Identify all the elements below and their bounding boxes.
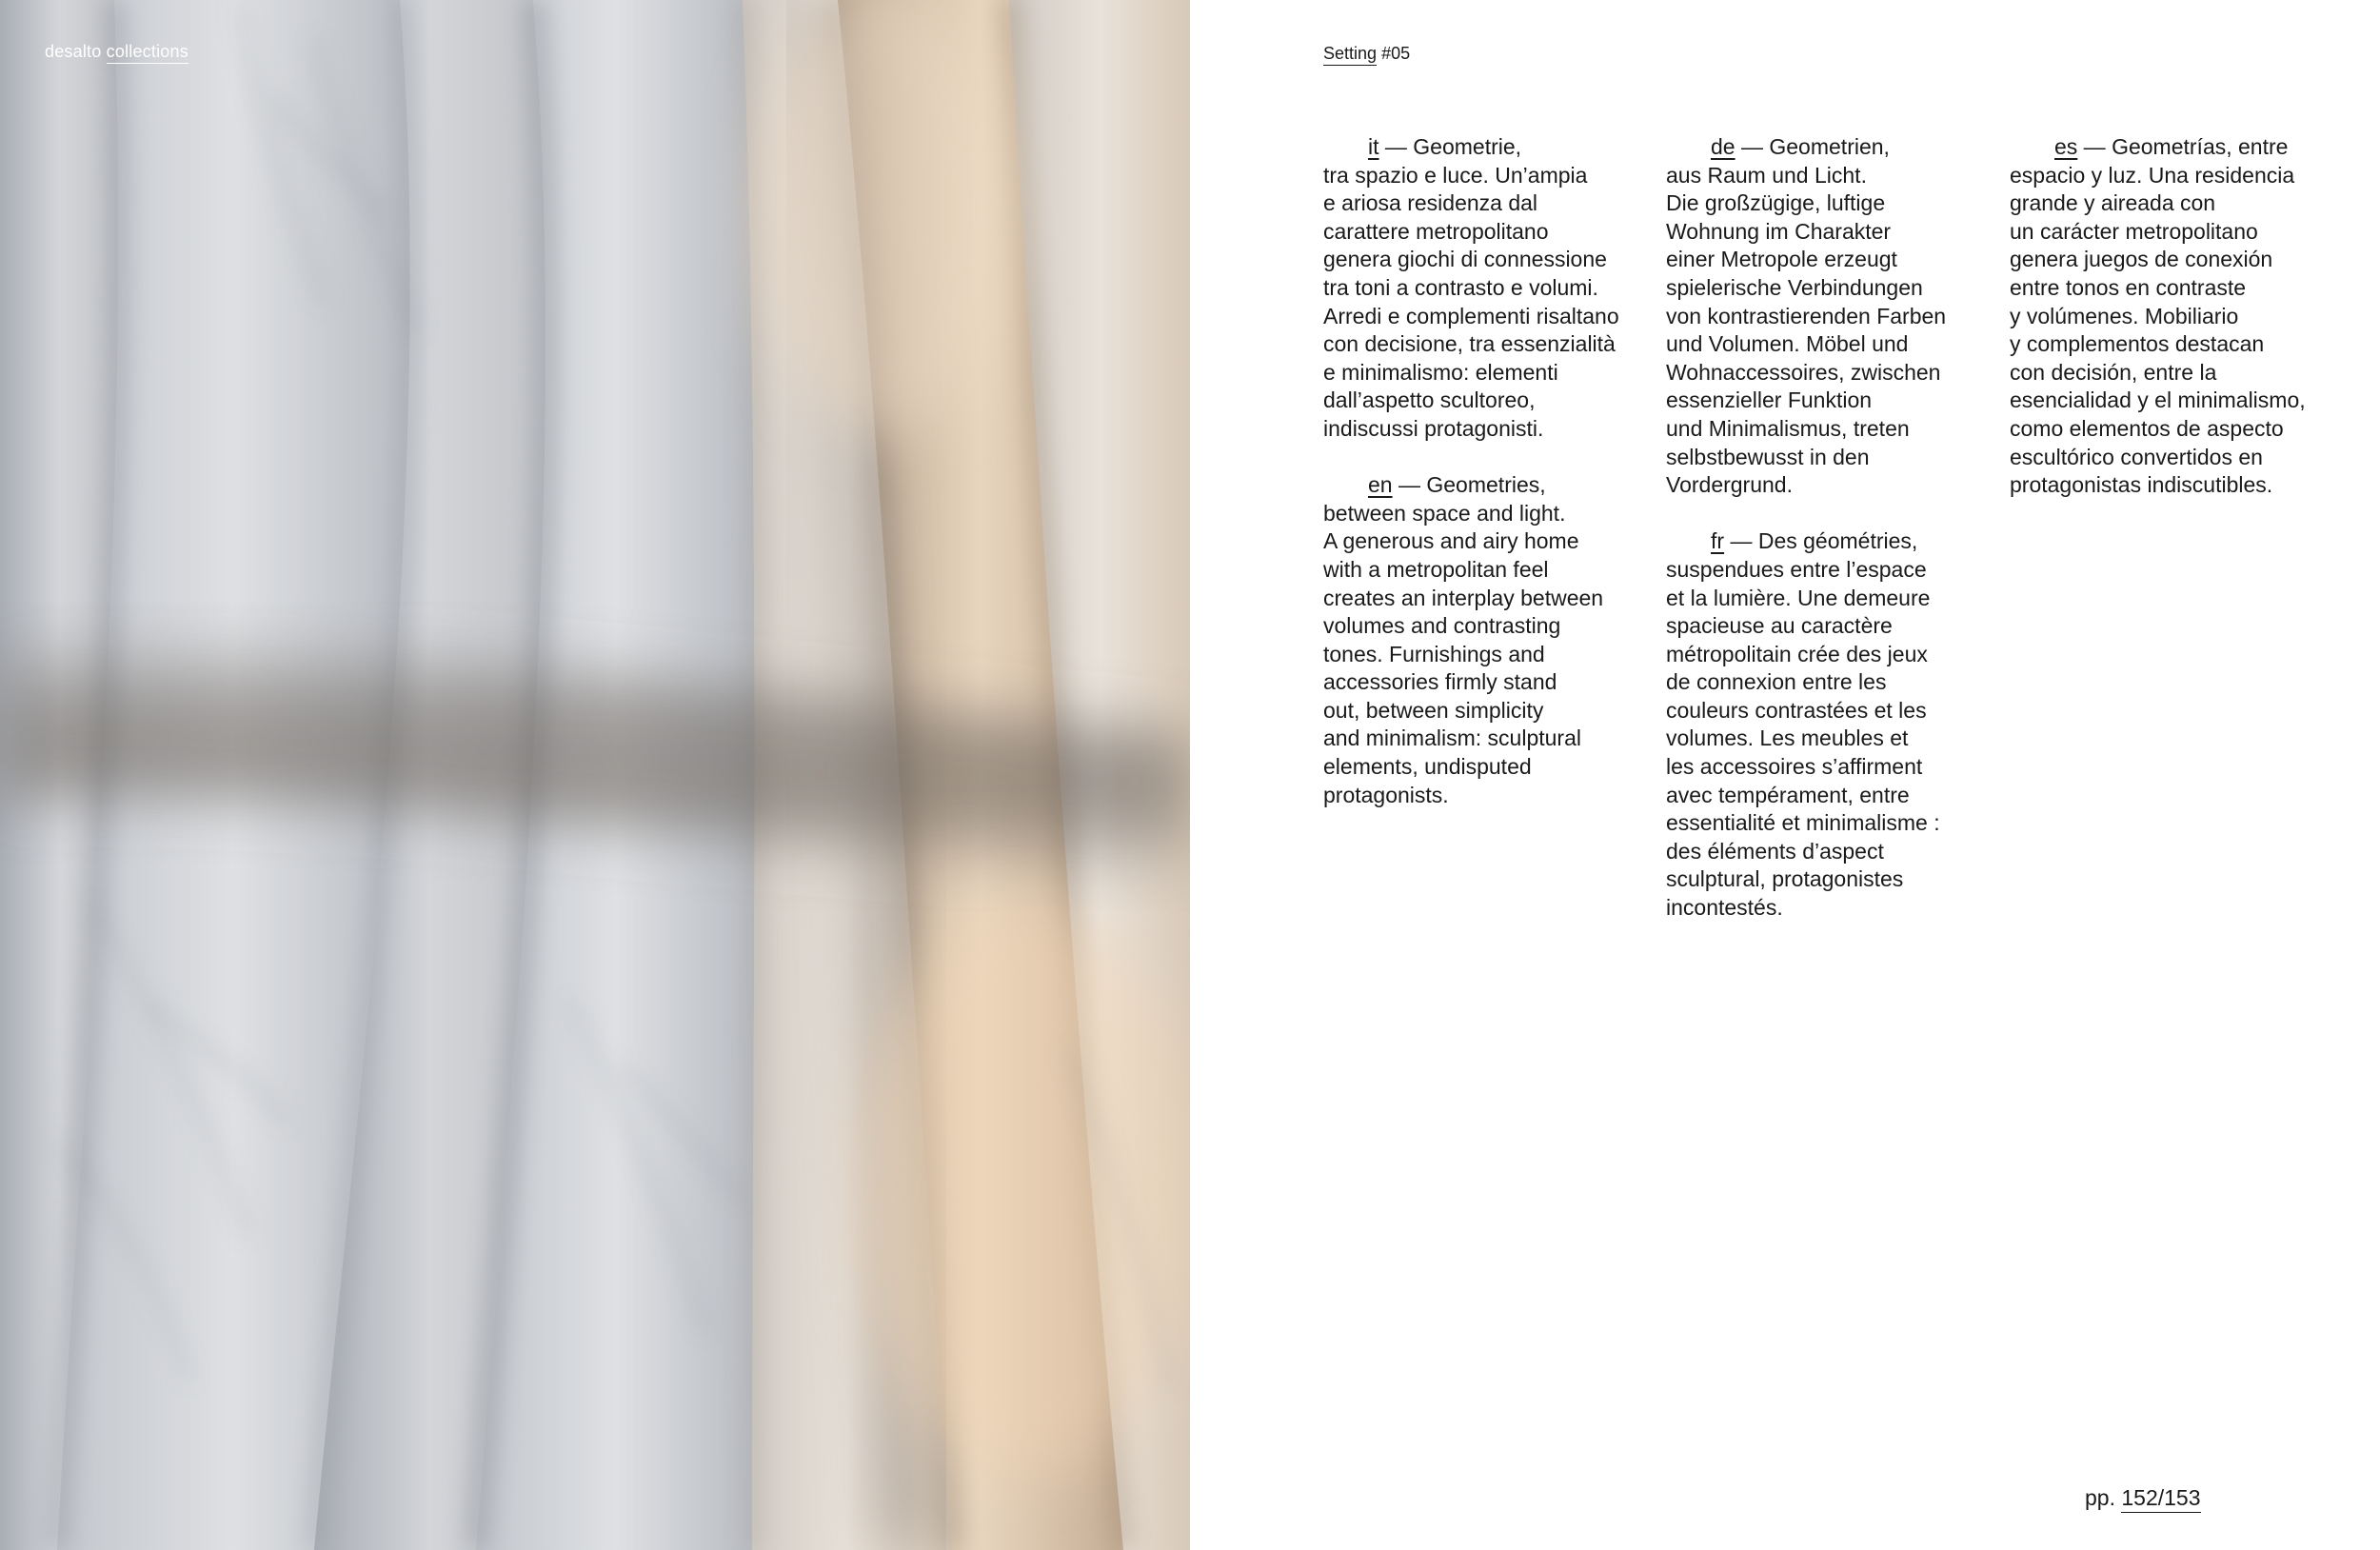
text-line: Arredi e complementi risaltano — [1323, 303, 1619, 328]
text-line-content: — Geometrie, — [1378, 134, 1522, 159]
text-line: volumes and contrasting — [1323, 613, 1561, 639]
text-line: un carácter metropolitano — [2010, 218, 2258, 244]
text-line: between space and light. — [1323, 500, 1566, 526]
text-line: aus Raum und Licht. — [1666, 162, 1867, 188]
text-line: volumes. Les meubles et — [1666, 725, 1909, 751]
text-column-2 — [1666, 133, 1999, 950]
brand-collections: collections — [107, 42, 188, 64]
text-line: creates an interplay between — [1323, 585, 1604, 610]
text-line: e ariosa residenza dal — [1323, 190, 1538, 216]
text-line: genera giochi di connessione — [1323, 247, 1607, 272]
text-line: incontestés. — [1666, 895, 1783, 921]
text-line-content: — Geometrien, — [1735, 134, 1890, 159]
text-line-content: — Geometries, — [1392, 472, 1546, 498]
text-line: protagonistas indiscutibles. — [2010, 472, 2273, 498]
text-line: selbstbewusst in den — [1666, 444, 1870, 469]
text-line: et la lumière. Une demeure — [1666, 585, 1931, 610]
brand-name: desalto — [45, 42, 102, 61]
text-line: Vordergrund. — [1666, 472, 1793, 498]
text-line: Wohnaccessoires, zwischen — [1666, 359, 1941, 385]
text-line: out, between simplicity — [1323, 697, 1544, 723]
text-line — [2010, 133, 2343, 162]
text-line: entre tonos en contraste — [2010, 274, 2247, 300]
text-line — [1323, 133, 1656, 162]
text-line: dall’aspetto scultoreo, — [1323, 388, 1536, 413]
text-line: spacieuse au caractère — [1666, 613, 1893, 639]
text-line — [1323, 471, 1656, 500]
text-line: couleurs contrastées et les — [1666, 697, 1927, 723]
text-line: tra spazio e luce. Un’ampia — [1323, 162, 1588, 188]
text-line-content: — Geometrías, entre — [2077, 134, 2289, 159]
text-line: y volúmenes. Mobiliario — [2010, 303, 2239, 328]
text-line: einer Metropole erzeugt — [1666, 247, 1897, 272]
text-column-1 — [1323, 133, 1656, 838]
text-line: essenzieller Funktion — [1666, 388, 1873, 413]
text-line: métropolitain crée des jeux — [1666, 641, 1928, 666]
text-line: esencialidad y el minimalismo, — [2010, 388, 2306, 413]
setting-label — [1323, 44, 1410, 64]
text-line: Wohnung im Charakter — [1666, 218, 1892, 244]
setting-word: Setting — [1323, 44, 1377, 66]
page-prefix: pp. — [2085, 1485, 2115, 1510]
text-line — [1666, 527, 1999, 556]
text-line — [1666, 133, 1999, 162]
text-line: como elementos de aspecto — [2010, 415, 2284, 441]
text-line: und Volumen. Möbel und — [1666, 331, 1909, 357]
text-line: und Minimalismus, treten — [1666, 415, 1910, 441]
language-code: de — [1711, 134, 1735, 159]
text-line: and minimalism: sculptural — [1323, 725, 1581, 751]
text-line: grande y aireada con — [2010, 190, 2216, 216]
text-line: von kontrastierenden Farben — [1666, 303, 1947, 328]
language-code: it — [1368, 134, 1379, 159]
text-line: con decisión, entre la — [2010, 359, 2217, 385]
text-line: escultórico convertidos en — [2010, 444, 2263, 469]
text-line: carattere metropolitano — [1323, 218, 1549, 244]
text-line: y complementos destacan — [2010, 331, 2265, 357]
lang-block-en — [1323, 471, 1656, 809]
text-line: des éléments d’aspect — [1666, 838, 1884, 864]
language-code: es — [2054, 134, 2078, 159]
brand-logo — [45, 42, 188, 62]
text-line: Die großzügige, luftige — [1666, 190, 1886, 216]
language-code: fr — [1711, 528, 1725, 554]
text-column-3 — [2010, 133, 2343, 527]
text-line: espacio y luz. Una residencia — [2010, 162, 2295, 188]
text-line: with a metropolitan feel — [1323, 556, 1549, 582]
text-line: accessories firmly stand — [1323, 669, 1557, 695]
text-line: con decisione, tra essenzialità — [1323, 331, 1616, 357]
text-line: elements, undisputed — [1323, 754, 1532, 780]
lang-block-it — [1323, 133, 1656, 444]
lang-block-es — [2010, 133, 2343, 500]
text-line: genera juegos de conexión — [2010, 247, 2273, 272]
lang-block-fr — [1666, 527, 1999, 922]
text-line: spielerische Verbindungen — [1666, 274, 1923, 300]
text-line: A generous and airy home — [1323, 528, 1579, 554]
text-line-content: — Des géométries, — [1724, 528, 1918, 554]
text-line: tra toni a contrasto e volumi. — [1323, 274, 1598, 300]
text-line: essentialité et minimalisme : — [1666, 810, 1940, 836]
text-line: suspendues entre l’espace — [1666, 556, 1927, 582]
text-line: tones. Furnishings and — [1323, 641, 1545, 666]
text-line: avec tempérament, entre — [1666, 782, 1910, 807]
lang-block-de — [1666, 133, 1999, 500]
text-line: e minimalismo: elementi — [1323, 359, 1558, 385]
page-number — [2085, 1485, 2201, 1511]
text-line: protagonists. — [1323, 782, 1449, 807]
text-line: de connexion entre les — [1666, 669, 1887, 695]
text-line: indiscussi protagonisti. — [1323, 415, 1544, 441]
setting-number: #05 — [1381, 44, 1411, 63]
text-line: sculptural, protagonistes — [1666, 866, 1904, 892]
page-range: 152/153 — [2121, 1485, 2200, 1513]
language-code: en — [1368, 472, 1393, 498]
text-line: les accessoires s’affirment — [1666, 754, 1923, 780]
